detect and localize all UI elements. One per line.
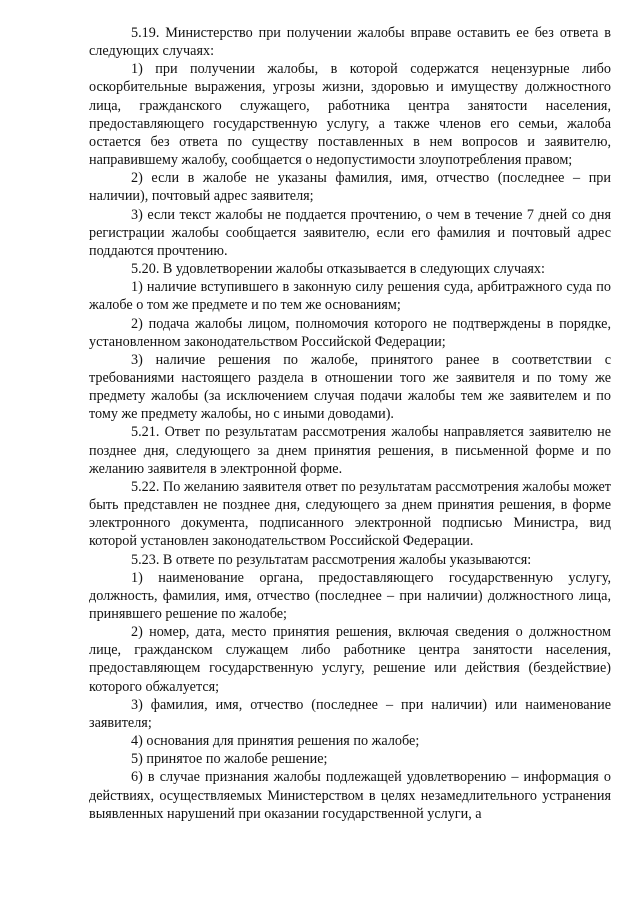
paragraph-5-19-item-2: 2) если в жалобе не указаны фамилия, имя, отчество (последнее – при наличии), почтовый адрес заявителя; <box>89 170 611 205</box>
paragraph-5-23-item-2: 2) номер, дата, место принятия решения, включая сведения о должностном лице, гражданском служащем либо работнике центра занятости населения, предоставляющем государственную услугу, решение или действия (бездействие) которого обжалуется; <box>89 624 611 695</box>
paragraph-5-19-item-3: 3) если текст жалобы не поддается прочтению, о чем в течение 7 дней со дня регистрации жалобы сообщается заявителю, если его фамилия и почтовый адрес поддаются прочтению. <box>89 206 611 259</box>
document-page <box>89 24 611 823</box>
paragraph-5-21: 5.21. Ответ по результатам рассмотрения жалобы направляется заявителю не позднее дня, следующего за днем принятия решения, в письменной форме и по желанию заявителя в электронной форме. <box>89 424 611 477</box>
paragraph-5-23-item-5: 5) принятое по жалобе решение; <box>131 751 328 768</box>
paragraph-5-23-item-6: 6) в случае признания жалобы подлежащей удовлетворению – информация о действиях, осуществляемых Министерством в целях незамедлительного устранения выявленных нарушений при оказании государственной услуги, а <box>89 769 611 822</box>
paragraph-5-19-item-1: 1) при получении жалобы, в которой содержатся нецензурные либо оскорбительные выражения, угрозы жизни, здоровью и имуществу должностного лица, гражданского служащего, работника центра занятости населения, предоставляющего государственную услугу, а также членов его семьи, жалоба остается без ответа по существу поставленных в нем вопросов и заявителю, направившему жалобу, сообщается о недопустимости злоупотребления правом; <box>89 61 611 169</box>
paragraph-5-20-item-3: 3) наличие решения по жалобе, принятого ранее в соответствии с требованиями настоящего раздела в отношении того же заявителя и по тому же предмету жалобы (за исключением случая подачи жалобы тем же заявителем и по тому же предмету жалобы, но с иными доводами). <box>89 351 611 423</box>
paragraph-5-23-item-1: 1) наименование органа, предоставляющего государственную услугу, должность, фамилия, имя, отчество (последнее – при наличии) должностного лица, принявшего решение по жалобе; <box>89 569 611 622</box>
paragraph-5-20: 5.20. В удовлетворении жалобы отказывается в следующих случаях: <box>131 261 545 278</box>
paragraph-5-23-item-3: 3) фамилия, имя, отчество (последнее – при наличии) или наименование заявителя; <box>89 696 611 731</box>
paragraph-5-19: 5.19. Министерство при получении жалобы вправе оставить ее без ответа в следующих случаях: <box>89 25 611 60</box>
paragraph-5-22: 5.22. По желанию заявителя ответ по результатам рассмотрения жалобы может быть представлен не позднее дня, следующего за днем принятия решения, в форме электронного документа, подписанного электронной подписью Министра, вид которой установлен законодательством Российской Федерации. <box>89 478 611 550</box>
paragraph-5-23: 5.23. В ответе по результатам рассмотрения жалобы указываются: <box>131 551 532 568</box>
paragraph-5-20-item-2: 2) подача жалобы лицом, полномочия которого не подтверждены в порядке, установленном законодательством Российской Федерации; <box>89 315 611 350</box>
paragraph-5-23-item-4: 4) основания для принятия решения по жалобе; <box>131 733 420 750</box>
paragraph-5-20-item-1: 1) наличие вступившего в законную силу решения суда, арбитражного суда по жалобе о том же предмете и по тем же основаниям; <box>89 279 611 314</box>
